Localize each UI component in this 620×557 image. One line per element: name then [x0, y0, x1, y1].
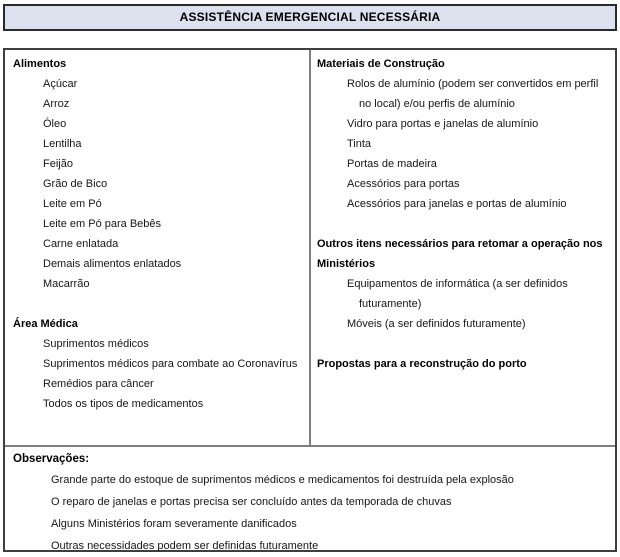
column-food-medical [5, 50, 311, 445]
list-item: Açúcar [43, 78, 78, 90]
list-item: Acessórios para portas [347, 178, 460, 190]
list-item: Portas de madeira [347, 158, 437, 170]
list-item: Lentilha [43, 138, 82, 150]
list-item: Arroz [43, 98, 70, 110]
document-title-bar: ASSISTÊNCIA EMERGENCIAL NECESSÁRIA [3, 4, 617, 31]
section-header: Área Médica [13, 318, 78, 330]
assistance-table [3, 48, 617, 552]
section-spacer [317, 334, 613, 354]
list-item: Móveis (a ser definidos futuramente) [347, 318, 526, 330]
list-item: Leite em Pó [43, 198, 102, 210]
observations-section [5, 447, 615, 550]
list-item: Grão de Bico [43, 178, 108, 190]
table-columns [5, 50, 615, 447]
observation-item: Outras necessidades podem ser definidas futuramente [51, 540, 319, 552]
observation-item: O reparo de janelas e portas precisa ser concluído antes da temporada de chuvas [51, 496, 452, 508]
list-item: Suprimentos médicos [43, 338, 149, 350]
list-item: Carne enlatada [43, 238, 119, 250]
list-item: Óleo [43, 118, 67, 130]
observation-item: Grande parte do estoque de suprimentos médicos e medicamentos foi destruída pela explosão [51, 474, 514, 486]
list-item: Suprimentos médicos para combate ao Coronavírus [43, 358, 298, 370]
section-header: Materiais de Construção [317, 58, 445, 70]
section-header: Outros itens necessários para retomar a operação nos Ministérios [317, 238, 603, 270]
list-item: Feijão [43, 158, 73, 170]
list-item: Equipamentos de informática (a ser definidos futuramente) [347, 278, 568, 310]
list-item: Macarrão [43, 278, 90, 290]
list-item: Remédios para câncer [43, 378, 154, 390]
observations-list [13, 469, 607, 557]
observation-item: Alguns Ministérios foram severamente danificados [51, 518, 297, 530]
section-spacer [13, 294, 305, 314]
section-header: Propostas para a reconstrução do porto [317, 358, 527, 370]
section-spacer [317, 214, 613, 234]
list-item: Todos os tipos de medicamentos [43, 398, 204, 410]
list-item: Acessórios para janelas e portas de alumínio [347, 198, 567, 210]
list-item: Rolos de alumínio (podem ser convertidos em perfil no local) e/ou perfis de alumínio [347, 78, 599, 110]
list-item: Tinta [347, 138, 372, 150]
section-header: Alimentos [13, 58, 67, 70]
list-item: Demais alimentos enlatados [43, 258, 182, 270]
list-item: Leite em Pó para Bebês [43, 218, 162, 230]
column-construction-other [311, 50, 615, 445]
observations-heading: Observações: [13, 453, 90, 465]
list-item: Vidro para portas e janelas de alumínio [347, 118, 539, 130]
